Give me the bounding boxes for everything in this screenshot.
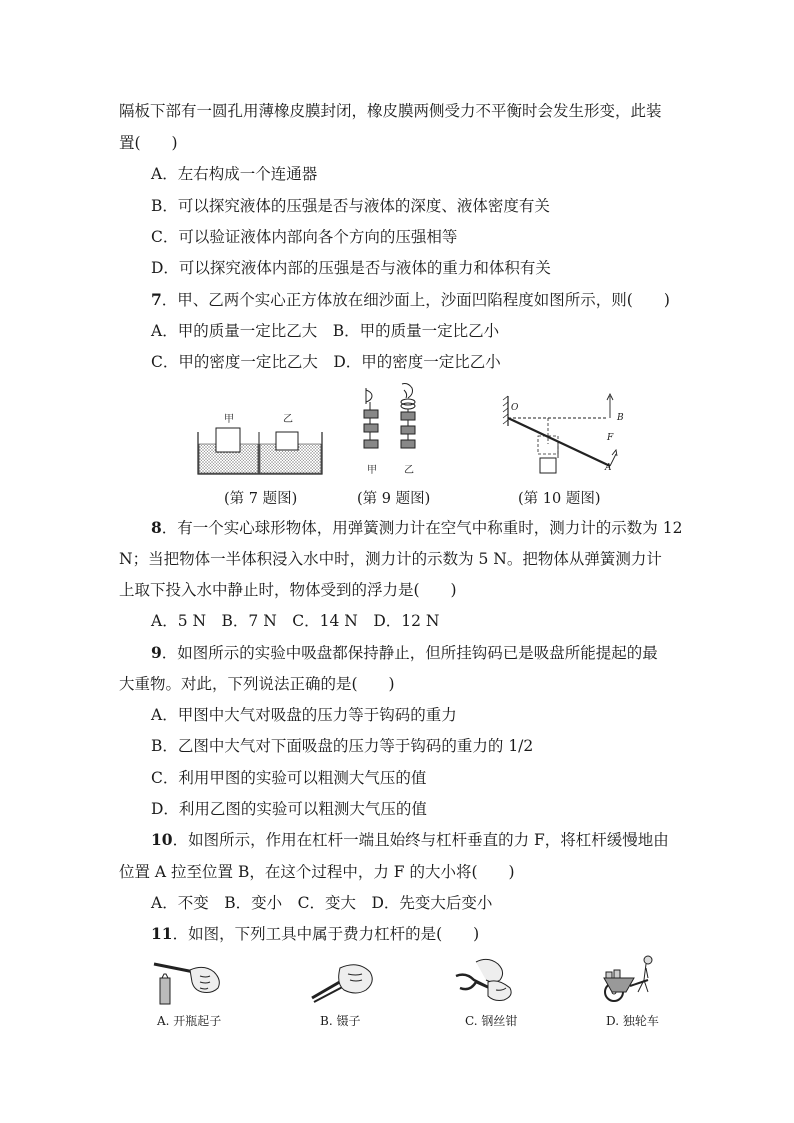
q9-option-b: B．乙图中大气对下面吸盘的压力等于钩码的重力的 1/2 [151,737,534,755]
fig9-label-jia: 甲 [367,465,377,476]
fig9-caption: (第 9 题图) [357,491,431,507]
q10-number: 10 [151,830,173,849]
tool-b-caption: B. 镊子 [320,1014,361,1028]
tool-d-caption: D. 独轮车 [606,1014,659,1028]
fig10-label-a: A [605,463,612,473]
fig7-label-jia: 甲 [224,414,234,425]
fig7-label-yi: 乙 [283,414,293,425]
q7-options-line-2: C．甲的密度一定比乙大 D．甲的密度一定比乙小 [151,353,501,371]
figure-9-suction-cups [358,382,438,472]
q7-number: 7 [151,290,162,309]
fig7-caption: (第 7 题图) [224,491,298,507]
q8-stem-line-1 [151,518,682,538]
fig10-label-o: O [511,403,519,413]
q8-number: 8 [151,518,162,537]
q9-option-c: C．利用甲图的实验可以粗测大气压的值 [151,769,427,787]
q11-stem [151,924,479,944]
q7-stem [151,290,670,310]
q10-stem-text: ．如图所示，作用在杠杆一端且始终与杠杆垂直的力 F，将杠杆缓慢地由 [172,831,669,849]
fig10-label-b: B [617,413,624,423]
q8-stem-line-2: N；当把物体一半体积浸入水中时，测力计的示数为 5 N。把物体从弹簧测力计 [119,550,662,568]
q6-stem-line-2: 置( ) [119,134,178,152]
tool-b-tweezers-image [306,958,376,1006]
q9-stem-line-1 [151,643,658,663]
tool-a-caption: A. 开瓶起子 [157,1014,222,1028]
figure-7-sand-cubes [196,404,324,476]
q6-option-c: C．可以验证液体内部向各个方向的压强相等 [151,228,458,246]
q9-option-d: D．利用乙图的实验可以粗测大气压的值 [151,800,427,818]
q10-options: A．不变 B．变小 C．变大 D．先变大后变小 [151,894,493,912]
q9-number: 9 [151,643,162,662]
tool-c-caption: C. 钢丝钳 [465,1014,518,1028]
tool-c-pliers-image [452,956,522,1006]
tool-d-wheelbarrow-image [600,952,664,1006]
fig9-label-yi: 乙 [404,465,414,476]
q6-option-b: B．可以探究液体的压强是否与液体的深度、液体密度有关 [151,197,550,215]
fig10-caption: (第 10 题图) [518,491,601,507]
q6-option-d: D．可以探究液体内部的压强是否与液体的重力和体积有关 [151,259,551,277]
q7-options-line-1: A．甲的质量一定比乙大 B．甲的质量一定比乙小 [151,322,500,340]
q7-stem-text: ．甲、乙两个实心正方体放在细沙面上，沙面凹陷程度如图所示，则( ) [161,291,670,309]
q9-stem-line-2: 大重物。对此，下列说法正确的是( ) [119,675,395,693]
q6-stem-line-1: 隔板下部有一圆孔用薄橡皮膜封闭，橡皮膜两侧受力不平衡时会发生形变，此装 [119,102,662,120]
q11-stem-text: ．如图，下列工具中属于费力杠杆的是( ) [172,925,480,943]
q11-number: 11 [151,924,173,943]
tool-a-bottle-opener-image [150,958,226,1006]
q9-stem-text: ．如图所示的实验中吸盘都保持静止，但所挂钩码已是吸盘所能提起的最 [161,644,658,662]
q9-option-a: A．甲图中大气对吸盘的压力等于钩码的重力 [151,706,457,724]
fig10-label-f: F [607,433,614,443]
q8-stem-line-3: 上取下投入水中静止时，物体受到的浮力是( ) [119,581,457,599]
q8-stem-text: ．有一个实心球形物体，用弹簧测力计在空气中称重时，测力计的示数为 12 [161,519,683,537]
q10-stem-line-2: 位置 A 拉至位置 B，在这个过程中，力 F 的大小将( ) [119,863,515,881]
q10-stem-line-1 [151,830,669,850]
q6-option-a: A．左右构成一个连通器 [151,165,318,183]
q8-options: A．5 N B．7 N C．14 N D．12 N [151,612,440,630]
